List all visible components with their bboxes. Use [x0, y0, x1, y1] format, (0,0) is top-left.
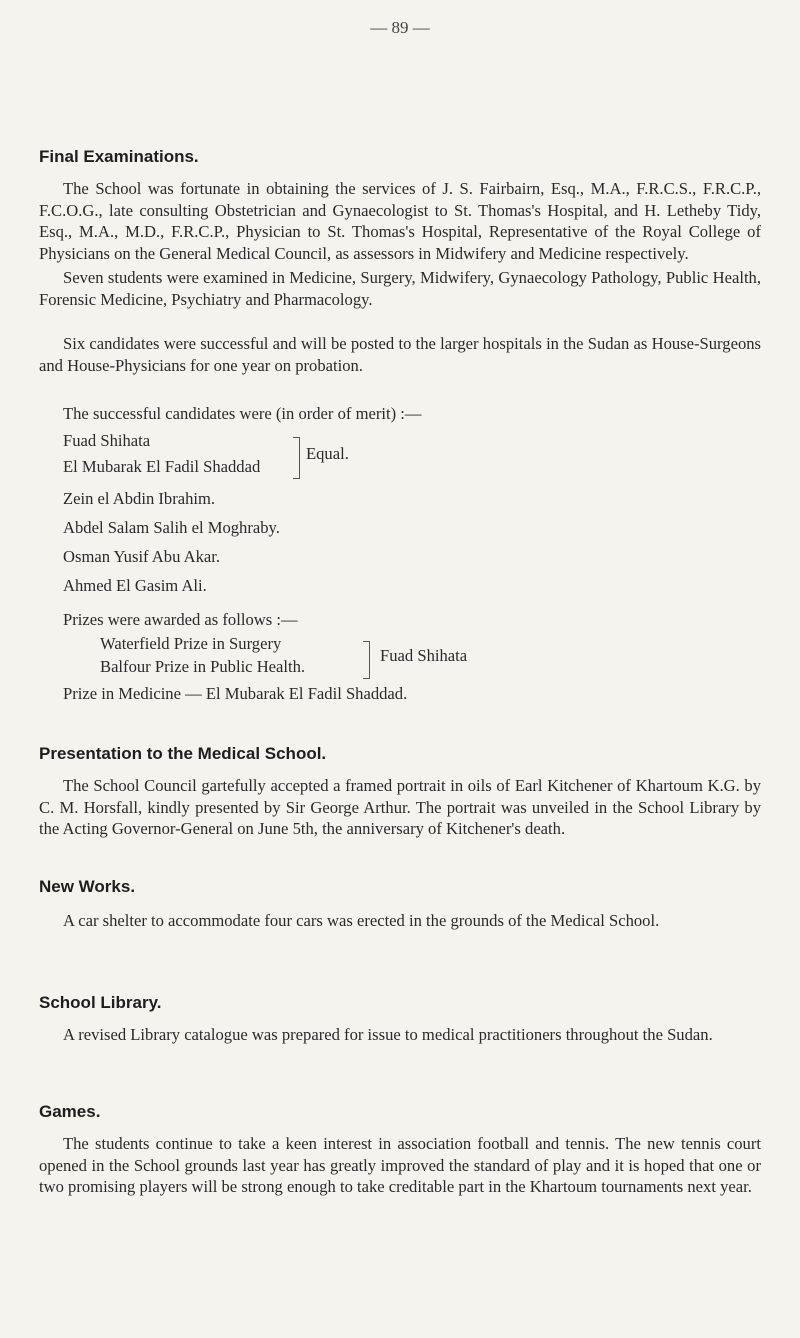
final-examinations-paragraph-1: The School was fortunate in obtaining the services of J. S. Fairbairn, Esq., M.A., F.R.C.S., F.R.C.P., F.C.O.G., late consulting Obstetrician and Gynaecologist to St. Thomas's Hospital, and H. Letheby Tidy, Esq., M.A., M.D., F.R.C.P., Physician to St. Thomas's Hospital, Representative of the Royal College of Physicians on the General Medical Council, as assessors in Midwifery and Medicine respectively.: [39, 179, 761, 263]
candidate-item: Ahmed El Gasim Ali.: [63, 576, 207, 595]
candidate-item: Osman Yusif Abu Akar.: [63, 547, 221, 566]
candidate-item: El Mubarak El Fadil Shaddad: [63, 457, 261, 476]
presentation-paragraph: The School Council gartefully accepted a framed portrait in oils of Earl Kitchener of Khartoum K.G. by C. M. Horsfall, kindly presented by Sir George Arthur. The portrait was unveiled in the School Library by the Acting Governor-General on June 5th, the anniversary of Kitchener's death.: [39, 776, 761, 838]
final-examinations-heading: Final Examinations.: [39, 147, 199, 166]
candidates-intro: The successful candidates were (in order of merit) :—: [63, 404, 422, 423]
school-library-paragraph: A revised Library catalogue was prepared for issue to medical practitioners throughout the Sudan.: [63, 1025, 713, 1044]
page-number: — 89 —: [370, 18, 430, 37]
prize-winner: Fuad Shihata: [380, 646, 468, 665]
medicine-prize: Prize in Medicine — El Mubarak El Fadil Shaddad.: [63, 684, 408, 703]
candidate-item: Abdel Salam Salih el Moghraby.: [63, 518, 280, 537]
equal-brace: [293, 437, 300, 479]
presentation-heading: Presentation to the Medical School.: [39, 744, 327, 763]
prize-item: Balfour Prize in Public Health.: [100, 657, 306, 676]
prize-item: Waterfield Prize in Surgery: [100, 634, 282, 653]
new-works-paragraph: A car shelter to accommodate four cars was erected in the grounds of the Medical School.: [63, 911, 660, 930]
prize-brace: [363, 641, 370, 679]
equal-label: Equal.: [306, 444, 349, 463]
candidate-item: Fuad Shihata: [63, 431, 151, 450]
games-heading: Games.: [39, 1102, 101, 1121]
final-examinations-paragraph-2: Seven students were examined in Medicine, Surgery, Midwifery, Gynaecology Pathology, Public Health, Forensic Medicine, Psychiatry and Pharmacology.: [39, 268, 761, 309]
new-works-heading: New Works.: [39, 877, 136, 896]
school-library-heading: School Library.: [39, 993, 162, 1012]
candidate-item: Zein el Abdin Ibrahim.: [63, 489, 216, 508]
games-paragraph: The students continue to take a keen interest in association football and tennis. The new tennis court opened in the School grounds last year has greatly improved the standard of play and it is hoped that one or two promising players will be strong enough to take creditable part in the Khartoum tournaments next year.: [39, 1134, 761, 1196]
final-examinations-paragraph-3: Six candidates were successful and will be posted to the larger hospitals in the Sudan as House-Surgeons and House-Physicians for one year on probation.: [39, 334, 761, 375]
prizes-intro: Prizes were awarded as follows :—: [63, 610, 298, 629]
